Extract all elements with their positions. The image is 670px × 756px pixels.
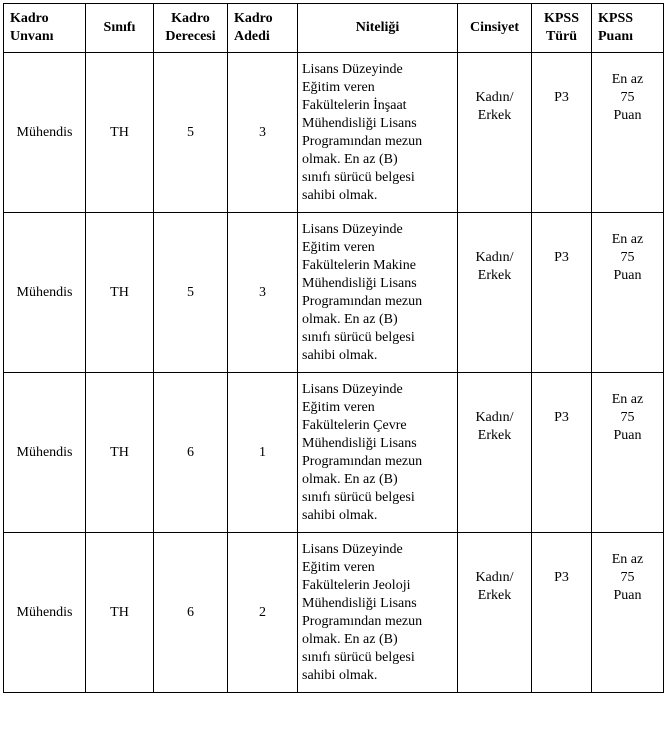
nitelik-line: sınıfı sürücü belgesi: [302, 489, 415, 505]
cinsiyet-line: Kadın/: [475, 90, 514, 105]
nitelik-line: Eğitim veren: [302, 79, 375, 95]
nitelik-line: Fakültelerin Jeoloji: [302, 577, 411, 593]
sinifi-cell: TH: [86, 373, 154, 533]
nitelik-line: olmak. En az (B): [302, 631, 398, 647]
header-kpss-turu: KPSS Türü: [532, 4, 592, 53]
kadro-unvani-cell: Mühendis: [4, 533, 86, 693]
nitelik-line: Fakültelerin Çevre: [302, 417, 407, 433]
puan-line: En az: [611, 552, 644, 567]
kpss-turu-cell: P3: [532, 533, 592, 693]
nitelik-line: sahibi olmak.: [302, 667, 378, 683]
nitelik-line: Lisans Düzeyinde: [302, 221, 403, 237]
nitelik-line: Lisans Düzeyinde: [302, 381, 403, 397]
header-sinifi: Sınıfı: [86, 4, 154, 53]
nitelik-line: Fakültelerin İnşaat: [302, 97, 407, 113]
kadro-adedi-cell: 2: [228, 533, 298, 693]
puan-line: En az: [611, 72, 644, 87]
nitelik-line: Fakültelerin Makine: [302, 257, 416, 273]
header-kadro-derecesi: Kadro Derecesi: [154, 4, 228, 53]
puan-line: 75: [620, 570, 635, 585]
nitelik-line: Eğitim veren: [302, 239, 375, 255]
nitelik-line: olmak. En az (B): [302, 311, 398, 327]
nitelik-line: Programından mezun: [302, 293, 423, 309]
cinsiyet-cell: [458, 53, 532, 213]
sinifi-cell: TH: [86, 53, 154, 213]
nitelik-line: Mühendisliği Lisans: [302, 595, 417, 611]
kpss-turu-cell: P3: [532, 373, 592, 533]
nitelik-line: olmak. En az (B): [302, 471, 398, 487]
nitelik-line: sahibi olmak.: [302, 347, 378, 363]
nitelik-line: Eğitim veren: [302, 399, 375, 415]
nitelik-line: Mühendisliği Lisans: [302, 115, 417, 131]
sinifi-cell: TH: [86, 213, 154, 373]
puan-line: 75: [620, 410, 635, 425]
table-row-4: [4, 533, 664, 693]
nitelik-line: Eğitim veren: [302, 559, 375, 575]
nitelik-line: sınıfı sürücü belgesi: [302, 649, 415, 665]
header-kpss-puani: KPSS Puanı: [592, 4, 664, 53]
kpss-puani-cell: [592, 533, 664, 693]
cinsiyet-line: Kadın/: [475, 250, 514, 265]
table-row-1: [4, 53, 664, 213]
nitelik-line: olmak. En az (B): [302, 151, 398, 167]
kadro-unvani-cell: Mühendis: [4, 373, 86, 533]
sinifi-cell: TH: [86, 533, 154, 693]
puan-line: Puan: [613, 588, 642, 603]
nitelik-line: Mühendisliği Lisans: [302, 435, 417, 451]
nitelik-line: Lisans Düzeyinde: [302, 61, 403, 77]
table-row-2: [4, 213, 664, 373]
nitelik-line: Programından mezun: [302, 133, 423, 149]
puan-line: En az: [611, 392, 644, 407]
kadro-adedi-cell: 3: [228, 213, 298, 373]
kadro-derecesi-cell: 5: [154, 213, 228, 373]
header-cinsiyet: Cinsiyet: [458, 4, 532, 53]
cinsiyet-line: Erkek: [477, 108, 512, 123]
nitelik-line: sınıfı sürücü belgesi: [302, 169, 415, 185]
cinsiyet-cell: [458, 213, 532, 373]
niteligi-cell: [298, 373, 458, 533]
header-row: [4, 4, 664, 53]
cinsiyet-line: Kadın/: [475, 410, 514, 425]
niteligi-cell: [298, 533, 458, 693]
kadro-unvani-cell: Mühendis: [4, 53, 86, 213]
kadro-unvani-cell: Mühendis: [4, 213, 86, 373]
header-niteligi: Niteliği: [298, 4, 458, 53]
puan-line: En az: [611, 232, 644, 247]
puan-line: 75: [620, 250, 635, 265]
kpss-puani-cell: [592, 213, 664, 373]
cinsiyet-line: Erkek: [477, 268, 512, 283]
cinsiyet-cell: [458, 533, 532, 693]
nitelik-line: sahibi olmak.: [302, 187, 378, 203]
kadro-derecesi-cell: 5: [154, 53, 228, 213]
kpss-turu-cell: P3: [532, 53, 592, 213]
header-kadro-adedi: Kadro Adedi: [228, 4, 298, 53]
kadro-derecesi-cell: 6: [154, 373, 228, 533]
kadro-adedi-cell: 3: [228, 53, 298, 213]
staff-position-table: [3, 3, 664, 693]
table-row-3: [4, 373, 664, 533]
nitelik-line: sahibi olmak.: [302, 507, 378, 523]
puan-line: 75: [620, 90, 635, 105]
nitelik-line: Programından mezun: [302, 613, 423, 629]
kpss-turu-cell: P3: [532, 213, 592, 373]
nitelik-line: Programından mezun: [302, 453, 423, 469]
cinsiyet-line: Erkek: [477, 428, 512, 443]
kpss-puani-cell: [592, 373, 664, 533]
kpss-puani-cell: [592, 53, 664, 213]
niteligi-cell: [298, 53, 458, 213]
puan-line: Puan: [613, 268, 642, 283]
header-kadro-unvani: Kadro Unvanı: [4, 4, 86, 53]
puan-line: Puan: [613, 108, 642, 123]
kadro-derecesi-cell: 6: [154, 533, 228, 693]
nitelik-line: Lisans Düzeyinde: [302, 541, 403, 557]
cinsiyet-cell: [458, 373, 532, 533]
puan-line: Puan: [613, 428, 642, 443]
cinsiyet-line: Kadın/: [475, 570, 514, 585]
cinsiyet-line: Erkek: [477, 588, 512, 603]
kadro-adedi-cell: 1: [228, 373, 298, 533]
nitelik-line: Mühendisliği Lisans: [302, 275, 417, 291]
nitelik-line: sınıfı sürücü belgesi: [302, 329, 415, 345]
niteligi-cell: [298, 213, 458, 373]
